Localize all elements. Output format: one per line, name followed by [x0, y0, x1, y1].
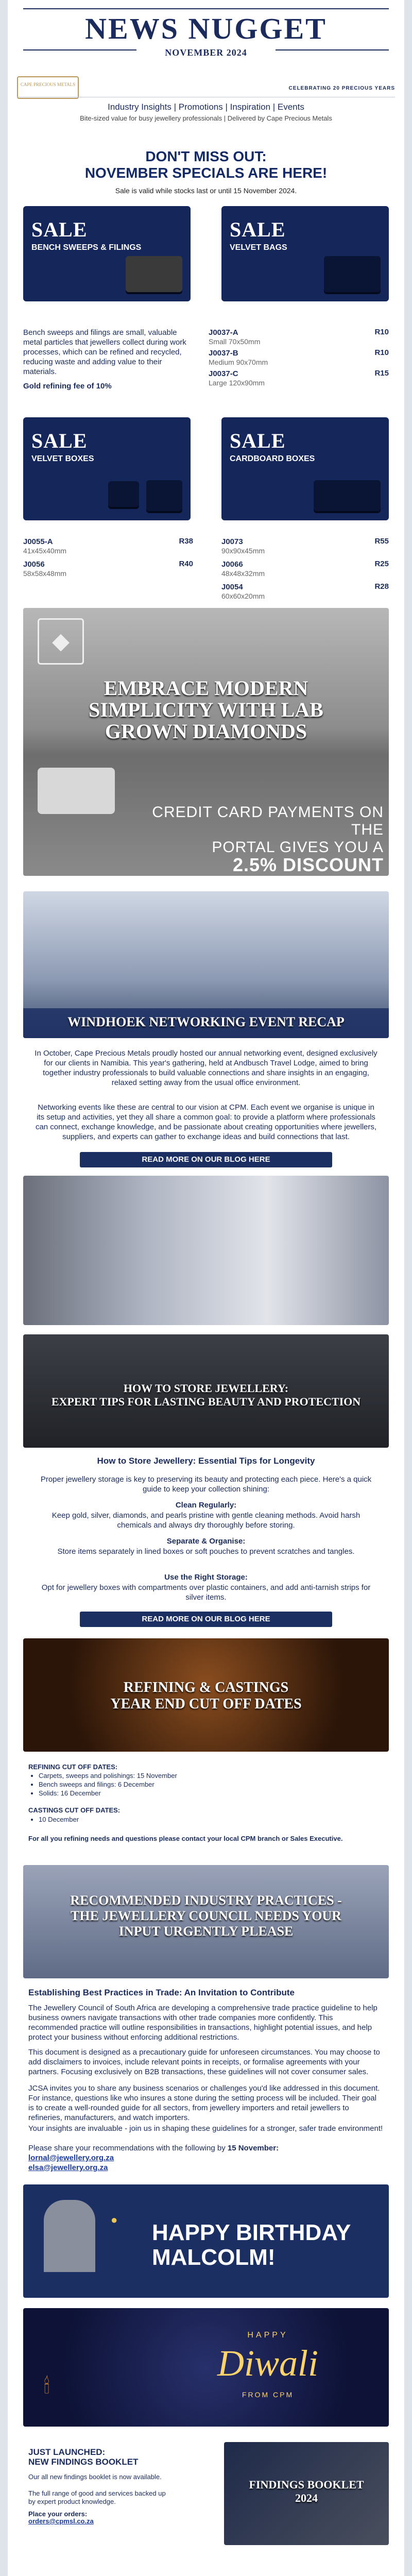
council-paragraph-4: Your insights are invaluable - join us in shaping these guidelines for a stronger, safer trade environment!: [28, 2124, 383, 2133]
booklet-order-label: Place your orders:: [28, 2510, 88, 2518]
cardboard-boxes-list: [221, 537, 389, 605]
windhoek-banner-title: WINDHOEK NETWORKING EVENT RECAP: [67, 1014, 345, 1029]
credit-card-image: [38, 768, 115, 814]
birthday-message: HAPPY BIRTHDAY MALCOLM!: [152, 2220, 351, 2270]
diwali-happy: HAPPY: [247, 2331, 288, 2340]
credit-card-offer: CREDIT CARD PAYMENTS ON THE PORTAL GIVES YOU A 2.5% DISCOUNT: [152, 804, 384, 875]
tip-heading-separate: Separate & Organise:: [166, 1537, 246, 1546]
list-item: J0037-A Small 70x50mm R10: [209, 328, 389, 346]
newsletter-title: NEWS NUGGET: [85, 12, 327, 45]
booklet-text-1: Our all new findings booklet is now available.: [28, 2473, 162, 2481]
velvet-boxes-list: [23, 537, 193, 582]
section-nav[interactable]: Industry Insights | Promotions | Inspiration | Events: [108, 102, 304, 112]
cardboard-box-image: [314, 480, 381, 511]
list-item: • 10 December: [39, 1815, 79, 1824]
header-rule-top: [23, 8, 389, 9]
refining-contact-note: For all you refining needs and questions please contact your local CPM branch or Sales Executive.: [28, 1835, 343, 1842]
list-item: J0066 48x48x32mm R25: [221, 560, 389, 578]
windhoek-paragraph-2: Networking events like these are central to our vision at CPM. Each event we organise is unique in its setup and activities, yet they all share a common goal: to provide a platform where professionals can connect, exchange knowledge, and be passionate about creating opportunities where jewellers, suppliers, and experts can gather to exchange ideas and build connections that last.: [35, 1103, 377, 1141]
tip-heading-storage: Use the Right Storage:: [164, 1573, 248, 1582]
celebrating-years: CELEBRATING 20 PRECIOUS YEARS: [288, 86, 395, 91]
tagline: Bite-sized value for busy jewellery professionals | Delivered by Cape Precious Metals: [80, 114, 332, 122]
refining-castings-banner: [23, 1638, 389, 1752]
promo-title: DON'T MISS OUT: NOVEMBER SPECIALS ARE HERE!: [84, 148, 328, 181]
council-paragraph-3: JCSA invites you to share any business scenarios or challenges you'd like addressed in this document. For instance, questions like who insures a stone during the setting process will be included. Their goal is to create a well-rounded guide for all sectors, from jewellery importers and retail jewellers to refineries, manufacturers, and watch importers.: [28, 2084, 380, 2122]
avatar: [44, 2200, 95, 2272]
velvet-box-image: [108, 481, 139, 507]
orders-email-link[interactable]: orders@cpmsl.co.za: [28, 2517, 94, 2525]
diwali-from: FROM CPM: [242, 2391, 294, 2399]
storage-title: How to Store Jewellery: Essential Tips for Longevity: [97, 1456, 315, 1466]
windhoek-paragraph-1: In October, Cape Precious Metals proudly hosted our annual networking event, designed exclusively for our clients in Namibia. This year's gathering, held at Andbusch Travel Lodge, aimed to bring together industry professionals to build valuable connections and share insights in an engaging, relaxed setting away from the usual office environment.: [35, 1049, 377, 1087]
refining-dates-heading: REFINING CUT OFF DATES:: [28, 1763, 118, 1771]
list-item: J0055-A 41x45x40mm R38: [23, 537, 193, 555]
company-seal-logo: CAPE PRECIOUS METALS: [17, 76, 79, 99]
tip-text-separate: Store items separately in lined boxes or soft pouches to prevent scratches and tangles.: [57, 1547, 355, 1556]
lab-headline: EMBRACE MODERN SIMPLICITY WITH LAB GROWN DIAMONDS: [89, 676, 323, 743]
refining-fee: Gold refining fee of 10%: [23, 382, 112, 391]
sweeps-product-image: [126, 256, 182, 292]
storage-intro: Proper jewellery storage is key to preserving its beauty and protecting each piece. Here's a quick guide to keep your collection shining:: [40, 1475, 372, 1494]
list-item: • Bench sweeps and filings: 6 December: [39, 1780, 177, 1789]
sale-card-velvet-bags[interactable]: SALE VELVET BAGS: [221, 206, 389, 301]
read-blog-button[interactable]: READ MORE ON OUR BLOG HERE: [80, 1152, 332, 1167]
list-item: • Carpets, sweeps and polishings: 15 November: [39, 1771, 177, 1780]
tip-text-clean: Keep gold, silver, diamonds, and pearls pristine with gentle cleaning methods. Avoid harsh chemicals and always dry thoroughly before storing.: [52, 1511, 360, 1530]
council-banner-title: RECOMMENDED INDUSTRY PRACTICES - THE JEWELLERY COUNCIL NEEDS YOUR INPUT URGENTLY PLEASE: [70, 1893, 342, 1939]
diwali-banner: [23, 2308, 389, 2427]
castings-dates-list: [39, 1815, 79, 1824]
sale-validity: Sale is valid while stocks last or until 15 November 2024.: [115, 187, 297, 195]
storage-banner-title: HOW TO STORE JEWELLERY: EXPERT TIPS FOR LASTING BEAUTY AND PROTECTION: [51, 1382, 361, 1408]
sale-card-bench-sweeps[interactable]: SALE BENCH SWEEPS & FILINGS: [23, 206, 191, 301]
lab-grown-banner[interactable]: [23, 608, 389, 876]
issue-date: NOVEMBER 2024: [165, 47, 247, 58]
council-paragraph-2: This document is designed as a precautionary guide for unforeseen circumstances. You may choose to add disclaimers to invoices, include relevant points in receipts, or formalise agreements with your partners. Focusing exclusively on B2B transactions, these guidelines will not cover consumer sales.: [28, 2048, 380, 2076]
velvet-bag-image: [324, 256, 381, 292]
email-link-elsa[interactable]: elsa@jewellery.org.za: [28, 2163, 108, 2172]
newsletter: [8, 0, 404, 2576]
balloon-icon: ●: [111, 2213, 118, 2226]
refining-dates-list: [39, 1771, 177, 1798]
sale-card-velvet-boxes[interactable]: SALE VELVET BOXES: [23, 417, 191, 520]
list-item: • Solids: 16 December: [39, 1789, 177, 1798]
council-title: Establishing Best Practices in Trade: An Invitation to Contribute: [28, 1988, 295, 1997]
findings-booklet-cover[interactable]: FINDINGS BOOKLET 2024: [224, 2442, 389, 2545]
booklet-text-2: The full range of good and services backed up by expert product knowledge.: [28, 2489, 166, 2505]
diwali-word: Diwali: [217, 2343, 319, 2384]
booklet-heading: JUST LAUNCHED: NEW FINDINGS BOOKLET: [28, 2447, 139, 2467]
list-item: J0073 90x90x45mm R55: [221, 537, 389, 555]
refining-banner-title: REFINING & CASTINGS YEAR END CUT OFF DATES: [110, 1680, 302, 1712]
diya-lamp-icon: 🕯: [44, 2375, 50, 2398]
event-photos: [23, 1176, 389, 1325]
read-blog-button-2[interactable]: READ MORE ON OUR BLOG HERE: [80, 1612, 332, 1627]
council-paragraph-5: Please share your recommendations with the following by 15 November:: [28, 2144, 279, 2153]
velvet-bags-list: [209, 328, 389, 389]
list-item: J0054 60x60x20mm R28: [221, 582, 389, 600]
list-item: J0056 58x58x48mm R40: [23, 560, 193, 578]
tip-heading-clean: Clean Regularly:: [175, 1501, 237, 1510]
windhoek-event-photo: [23, 891, 389, 1038]
list-item: J0037-C Large 120x90mm R15: [209, 369, 389, 387]
velvet-box-image-2: [146, 480, 182, 511]
sale-card-cardboard-boxes[interactable]: SALE CARDBOARD BOXES: [221, 417, 389, 520]
tip-text-storage: Opt for jewellery boxes with compartments over plastic containers, and add anti-tarnish strips for silver items.: [41, 1583, 371, 1602]
sweeps-description: Bench sweeps and filings are small, valuable metal particles that jewellers collect during work processes, which can be refined and recycled, reducing waste and adding value to their materials.: [23, 328, 186, 376]
email-link-lornal[interactable]: lornal@jewellery.org.za: [28, 2154, 114, 2162]
council-paragraph-1: The Jewellery Council of South Africa are developing a comprehensive trade practice guideline to help business owners navigate transactions with other trade companies more confidently. This recommended practice will outline responsibilities in transactions, highlight potential issues, and help protect your business without enforcing additional restrictions.: [28, 2004, 377, 2042]
jewellery-storage-banner: [23, 1334, 389, 1448]
castings-dates-heading: CASTINGS CUT OFF DATES:: [28, 1806, 121, 1814]
birthday-banner: [23, 2184, 389, 2298]
list-item: J0037-B Medium 90x70mm R10: [209, 348, 389, 366]
diamond-icon: ◆: [38, 618, 84, 665]
jewellery-council-banner: [23, 1865, 389, 1978]
